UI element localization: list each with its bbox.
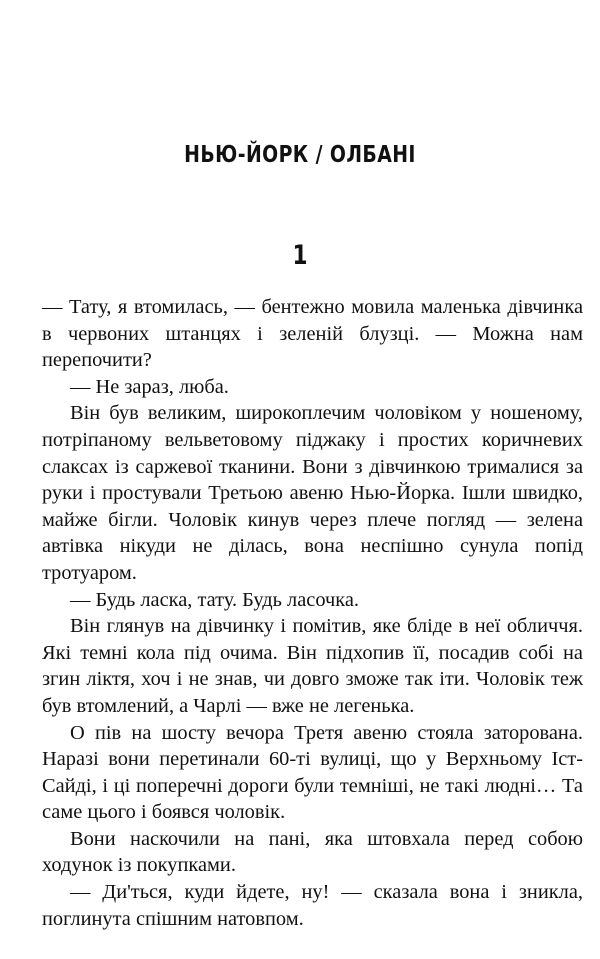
- paragraph: — Тату, я втомилась, — бентежно мовила маленька дівчинка в червоних штанцях і зеленій блузці. — Можна нам перепочити?: [42, 296, 583, 372]
- paragraph: Він був великим, широкоплечим чоловіком у ношеному, потріпаному вельветовому піджаку і простих коричневих слаксах із саржевої тканини. Вони з дівчинкою трималися за руки і простували Третьою авеню Нью-Йорка. Ішли швидко, майже бігли. Чоловік кинув через плече погляд — зелена автівка нікуди не ділась, вона неспішно сунула попід тротуаром.: [42, 402, 583, 584]
- paragraph: — Не зараз, люба.: [70, 375, 229, 398]
- paragraph: Вони наскочили на пані, яка штовхала перед собою ходунок із покупками.: [42, 827, 583, 877]
- paragraph: — Ди'ться, куди йдете, ну! — сказала вона і зникла, поглинута спішним натовпом.: [42, 881, 583, 930]
- paragraph: — Будь ласка, тату. Будь ласочка.: [70, 588, 359, 611]
- chapter-number: 1: [292, 240, 308, 271]
- chapter-body: [42, 294, 583, 932]
- part-title: НЬЮ-ЙОРК / ОЛБАНІ: [184, 142, 416, 168]
- paragraph: О пів на шосту вечора Третя авеню стояла заторована. Наразі вони перетинали 60-ті вулиці, що у Верхньому Іст-Сайді, і ці поперечні дороги були темніші, не такі людні… Та саме цього і боявся чоловік.: [42, 721, 583, 824]
- paragraph: Він глянув на дівчинку і помітив, яке бліде в неї обличчя. Які темні кола під очима. Він підхопив її, посадив собі на згин ліктя, хоч і не знав, чи довго зможе так іти. Чоловік теж був втомлений, а Чарлі — вже не легенька.: [42, 615, 583, 717]
